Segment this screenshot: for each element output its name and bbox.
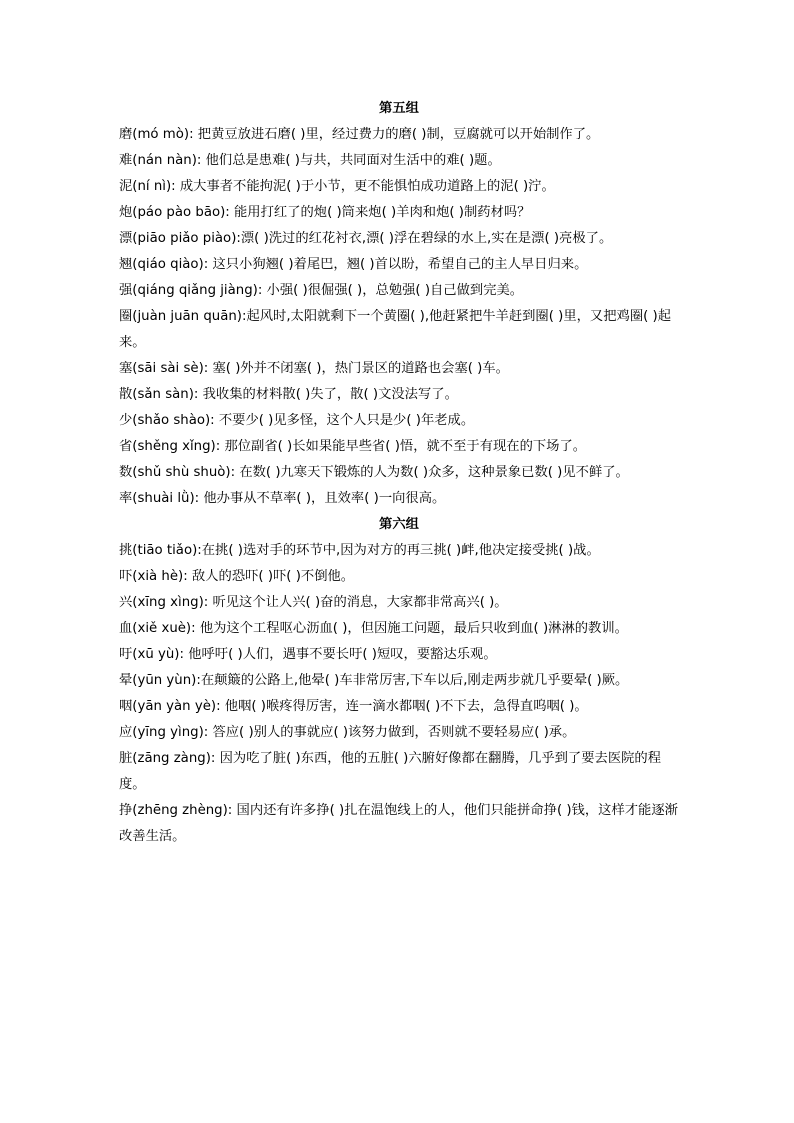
polyphone-item-xing: 兴(xīng xìng): 听见这个让人兴( )奋的消息，大家都非常高兴( )。 xyxy=(119,595,508,610)
polyphone-item-sai: 塞(sāi sài sè): 塞( )外并不闭塞( )，热门景区的道路也会塞( )车。 xyxy=(119,361,509,376)
group-title-5: 第五组 xyxy=(379,101,419,116)
polyphone-item-ni: 泥(ní nì): 成大事者不能拘泥( )于小节，更不能惧怕成功道路上的泥( )泞。 xyxy=(119,179,555,194)
polyphone-item-qiao: 翘(qiáo qiào): 这只小狗翘( )着尾巴，翘( )首以盼，希望自己的主人早日归来。 xyxy=(119,257,588,272)
polyphone-item-yun: 晕(yūn yùn):在颠簸的公路上,他晕( )车非常厉害,下车以后,刚走两步就几乎要晕( )厥。 xyxy=(119,673,629,688)
document-page xyxy=(119,96,679,850)
polyphone-item-xue: 血(xiě xuè): 他为这个工程呕心沥血( )，但因施工问题，最后只收到血( )淋淋的教训。 xyxy=(119,621,628,636)
polyphone-item-yan: 咽(yān yàn yè): 他咽( )喉疼得厉害，连一滴水都咽( )不下去，急得直呜咽( )。 xyxy=(119,699,588,714)
polyphone-item-quan: 圈(juàn juān quān):起风时,太阳就剩下一个黄圈( ),他赶紧把牛羊赶到圈( )里，又把鸡圈( )起来。 xyxy=(119,309,672,350)
group-title-6: 第六组 xyxy=(379,517,419,532)
polyphone-item-xu: 吁(xū yù): 他呼吁( )人们，遇事不要长吁( )短叹，要豁达乐观。 xyxy=(119,647,497,662)
polyphone-item-mo: 磨(mó mò): 把黄豆放进石磨( )里，经过费力的磨( )制，豆腐就可以开始制作了。 xyxy=(119,127,600,142)
polyphone-item-shuai: 率(shuài lǜ): 他办事从不草率( )，且效率( )一向很高。 xyxy=(119,491,446,506)
polyphone-item-nan: 难(nán nàn): 他们总是患难( )与共，共同面对生活中的难( )题。 xyxy=(119,153,501,168)
polyphone-item-ying: 应(yīng yìng): 答应( )别人的事就应( )该努力做到，否则就不要轻易应( )承。 xyxy=(119,725,576,740)
polyphone-item-san: 散(sǎn sàn): 我收集的材料散( )失了，散( )文没法写了。 xyxy=(119,387,458,402)
polyphone-item-qiang: 强(qiáng qiǎng jiàng): 小强( )很倔强( )，总勉强( )自己做到完美。 xyxy=(119,283,524,298)
polyphone-item-piao: 漂(piāo piǎo piào):漂( )洗过的红花衬衣,漂( )浮在碧绿的水上,实在是漂( )亮极了。 xyxy=(119,231,613,246)
polyphone-item-sheng: 省(shěng xǐng): 那位副省( )长如果能早些省( )悟，就不至于有现在的下场了。 xyxy=(119,439,587,454)
polyphone-item-shu: 数(shǔ shù shuò): 在数( )九寒天下锻炼的人为数( )众多，这种景象已数( )见不鲜了。 xyxy=(119,465,629,480)
polyphone-item-xia: 吓(xià hè): 敌人的恐吓( )吓( )不倒他。 xyxy=(119,569,355,584)
polyphone-item-tiao: 挑(tiāo tiǎo):在挑( )选对手的环节中,因为对方的再三挑( )衅,他决定接受挑( )战。 xyxy=(119,543,600,558)
polyphone-item-zang: 脏(zāng zàng): 因为吃了脏( )东西，他的五脏( )六腑好像都在翻腾，几乎到了要去医院的程度。 xyxy=(119,751,662,792)
polyphone-item-zheng: 挣(zhēng zhèng): 国内还有许多挣( )扎在温饱线上的人，他们只能拼命挣( )钱，这样才能逐渐改善生活。 xyxy=(119,803,678,844)
polyphone-item-pao: 炮(páo pào bāo): 能用打红了的炮( )筒来炮( )羊肉和炮( )制药材吗？ xyxy=(119,205,531,220)
polyphone-item-shao: 少(shǎo shào): 不要少( )见多怪，这个人只是少( )年老成。 xyxy=(119,413,475,428)
